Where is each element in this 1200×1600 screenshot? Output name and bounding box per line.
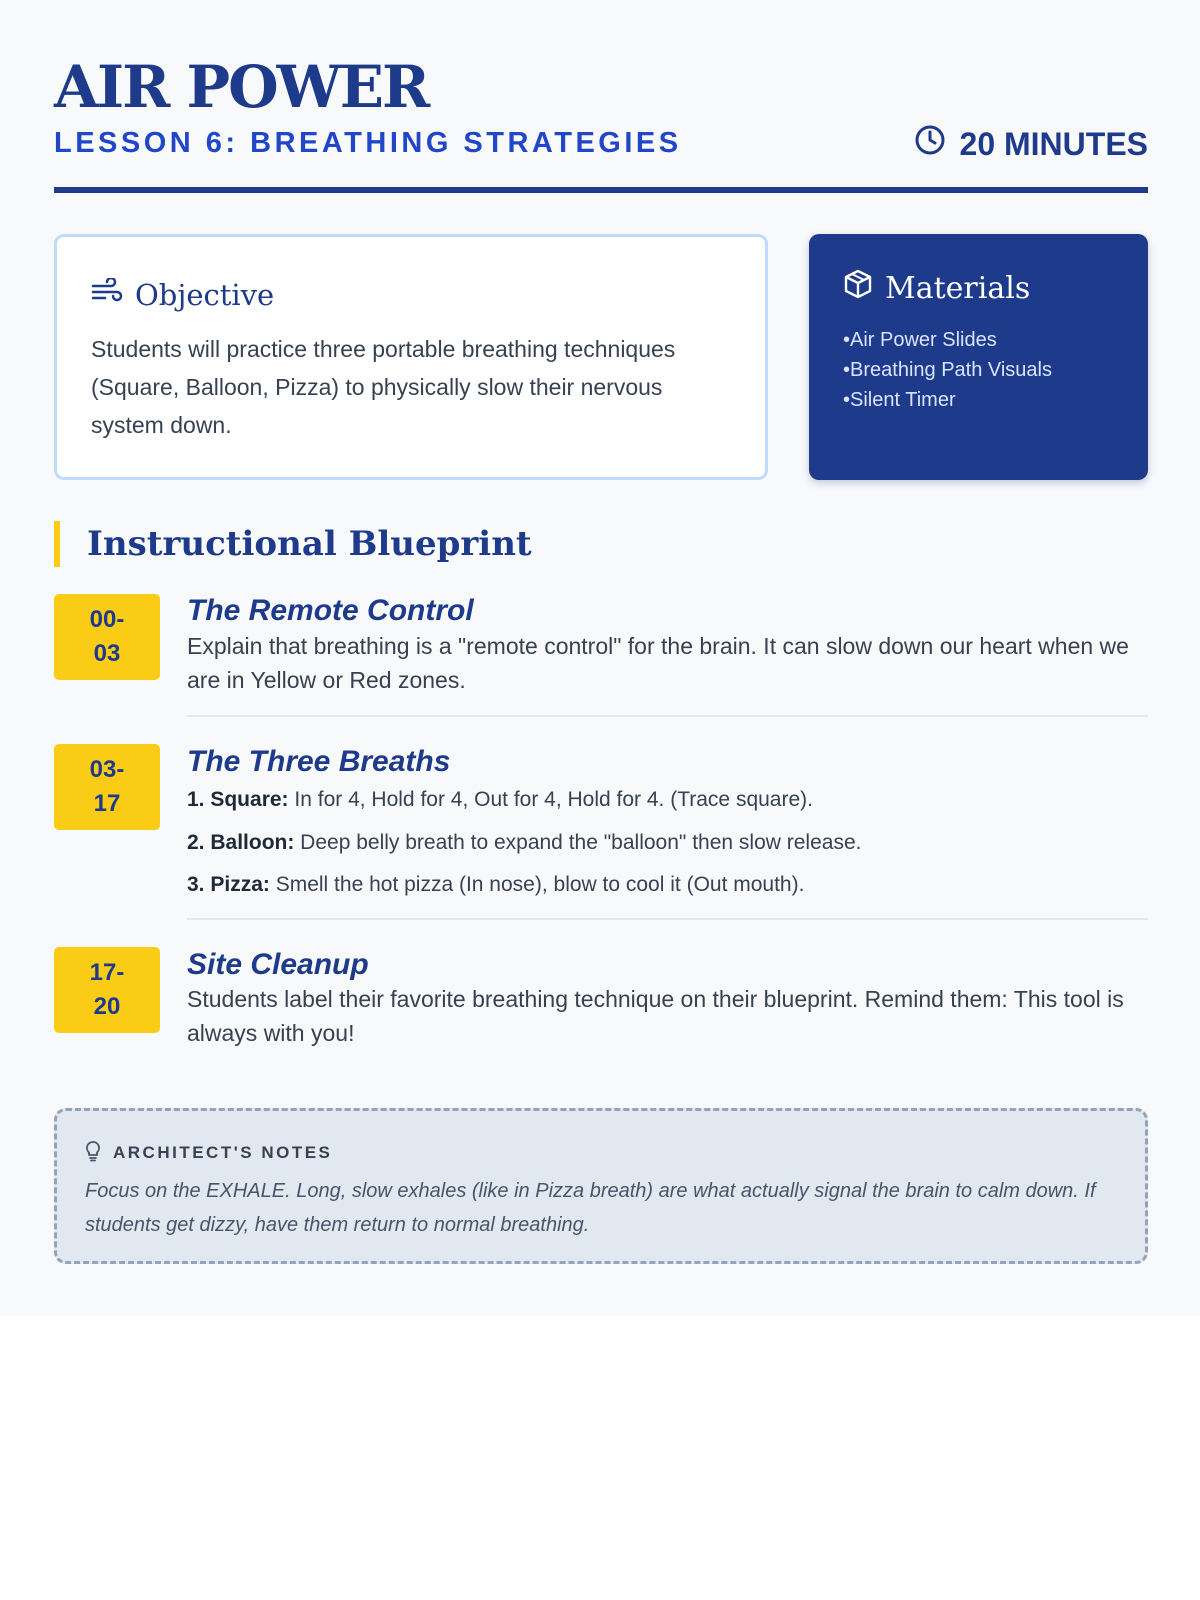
objective-card [54,234,768,480]
step-divider [187,715,1148,717]
page-title: AIR POWER [54,53,429,121]
wind-icon [91,278,123,313]
clock-icon [914,124,946,164]
section-title: Instructional Blueprint [87,524,532,564]
step-content [187,742,1148,899]
time-end: 17 [93,790,121,817]
notes-header [85,1139,332,1167]
notes-heading: ARCHITECT'S NOTES [113,1143,333,1162]
breath-label: 3. Pizza: [187,873,270,896]
breath-text: Deep belly breath to expand the "balloon" then slow release. [294,831,862,854]
materials-heading: Materials [885,270,1031,306]
objective-header [91,273,274,317]
architects-notes [54,1108,1148,1264]
breath-item [187,786,1148,814]
section-accent-bar [54,521,60,567]
materials-item: • Breathing Path Visuals [843,355,1052,385]
materials-item: • Silent Timer [843,385,1052,415]
step-content [187,945,1148,1050]
time-badge [54,594,160,680]
notes-text: Focus on the EXHALE. Long, slow exhales (like in Pizza breath) are what actually signal the brain to calm down. If students get dizzy, have them return to normal breathing. [85,1180,1096,1236]
time-start: 03- [89,756,125,783]
materials-header [843,266,1030,310]
step-title: Site Cleanup [187,948,369,981]
breath-label: 1. Square: [187,788,289,811]
step-content [187,591,1148,697]
step-title: The Remote Control [187,594,474,627]
step-divider [187,918,1148,920]
step-text: Explain that breathing is a "remote control" for the brain. It can slow down our heart when we are in Yellow or Red zones. [187,633,1129,693]
time-start: 00- [89,606,125,633]
lesson-subtitle: LESSON 6: BREATHING STRATEGIES [54,127,682,159]
lesson-duration [914,124,1148,164]
objective-text: Students will practice three portable breathing techniques (Square, Balloon, Pizza) to physically slow their nervous system down. [91,336,676,438]
materials-list [843,325,1052,415]
time-end: 03 [93,640,121,667]
breath-text: Smell the hot pizza (In nose), blow to cool it (Out mouth). [269,873,805,896]
materials-item: • Air Power Slides [843,325,1052,355]
breath-item [187,829,1148,857]
breath-text: In for 4, Hold for 4, Out for 4, Hold for 4. (Trace square). [288,788,813,811]
header-divider [54,187,1148,193]
time-end: 20 [93,993,121,1020]
time-badge [54,744,160,830]
lightbulb-icon [85,1140,101,1167]
breath-label: 2. Balloon: [187,831,295,854]
step-title: The Three Breaths [187,745,451,778]
step-text: Students label their favorite breathing technique on their blueprint. Remind them: This tool is always with you! [187,986,1124,1046]
box-icon [843,269,873,307]
time-start: 17- [89,959,125,986]
breath-item [187,871,1148,899]
objective-heading: Objective [135,278,275,312]
time-badge [54,947,160,1033]
duration-label: 20 MINUTES [959,125,1148,162]
